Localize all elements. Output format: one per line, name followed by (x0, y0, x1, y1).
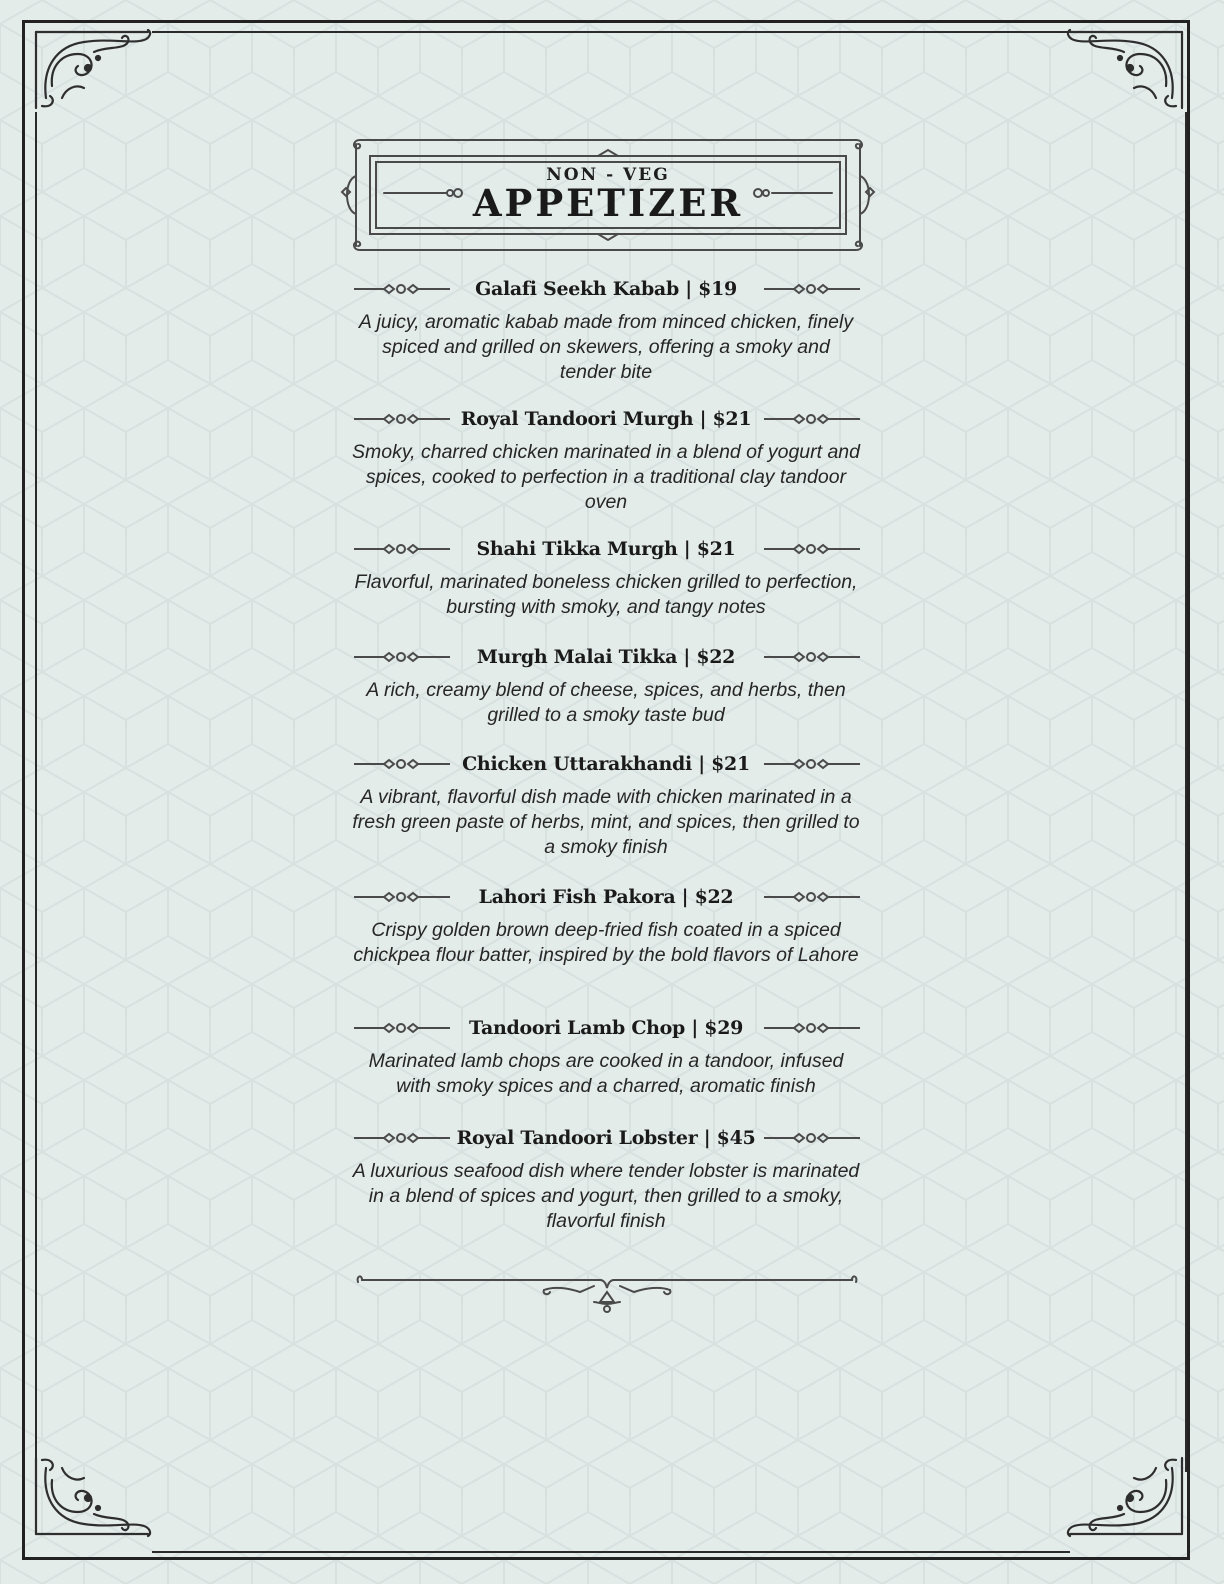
menu-item (352, 536, 860, 620)
menu-item (352, 884, 860, 968)
item-description: A luxurious seafood dish where tender lobster is marinated in a blend of spices and yogurt, then grilled to a smoky, flavorful finish (352, 1160, 860, 1232)
item-description: Flavorful, marinated boneless chicken grilled to perfection, bursting with smoky, and tangy notes (354, 571, 858, 618)
item-title: Shahi Tikka Murgh | $21 (476, 538, 736, 560)
divider-ornament-icon (354, 650, 450, 664)
menu-item (352, 751, 860, 859)
divider-ornament-icon (354, 282, 450, 296)
item-description: A vibrant, flavorful dish made with chicken marinated in a fresh green paste of herbs, mint, and spices, then grilled to a smoky finish (352, 786, 860, 858)
menu-item (352, 276, 860, 384)
divider-ornament-icon (764, 282, 860, 296)
item-description: A rich, creamy blend of cheese, spices, and herbs, then grilled to a smoky taste bud (366, 679, 846, 726)
divider-ornament-icon (354, 1131, 450, 1145)
divider-ornament-icon (764, 412, 860, 426)
divider-ornament-icon (764, 1021, 860, 1035)
item-title: Royal Tandoori Murgh | $21 (460, 408, 752, 430)
menu-item (352, 644, 860, 728)
divider-ornament-icon (764, 542, 860, 556)
item-description: Smoky, charred chicken marinated in a blend of yogurt and spices, cooked to perfection in a traditional clay tandoor oven (352, 441, 860, 513)
item-description: Marinated lamb chops are cooked in a tandoor, infused with smoky spices and a charred, aromatic finish (368, 1050, 844, 1097)
menu-subtitle: NON - VEG (546, 165, 670, 185)
divider-ornament-icon (354, 542, 450, 556)
divider-ornament-icon (354, 757, 450, 771)
footer-flourish-icon (354, 1272, 860, 1318)
divider-ornament-icon (764, 890, 860, 904)
divider-ornament-icon (354, 890, 450, 904)
item-title: Lahori Fish Pakora | $22 (478, 886, 734, 908)
item-title: Galafi Seekh Kabab | $19 (475, 278, 737, 300)
divider-ornament-icon (354, 1021, 450, 1035)
divider-ornament-icon (764, 757, 860, 771)
corner-flourish-icon (1066, 1452, 1186, 1538)
item-description: A juicy, aromatic kabab made from minced chicken, finely spiced and grilled on skewers, offering a smoky and tender bite (358, 311, 854, 383)
menu-item (352, 406, 860, 514)
item-description: Crispy golden brown deep-fried fish coated in a spiced chickpea flour batter, inspired by the bold flavors of Lahore (353, 919, 859, 966)
corner-flourish-icon (1066, 28, 1186, 114)
item-title: Chicken Uttarakhandi | $21 (462, 753, 750, 775)
menu-section-title: APPETIZER (472, 181, 744, 225)
divider-ornament-icon (764, 650, 860, 664)
divider-ornament-icon (354, 412, 450, 426)
corner-flourish-icon (32, 28, 152, 114)
item-title: Tandoori Lamb Chop | $29 (468, 1017, 744, 1039)
menu-item (352, 1015, 860, 1099)
divider-ornament-icon (764, 1131, 860, 1145)
corner-flourish-icon (32, 1452, 152, 1538)
item-title: Royal Tandoori Lobster | $45 (456, 1127, 756, 1149)
item-title: Murgh Malai Tikka | $22 (476, 646, 736, 668)
menu-item (352, 1125, 860, 1233)
